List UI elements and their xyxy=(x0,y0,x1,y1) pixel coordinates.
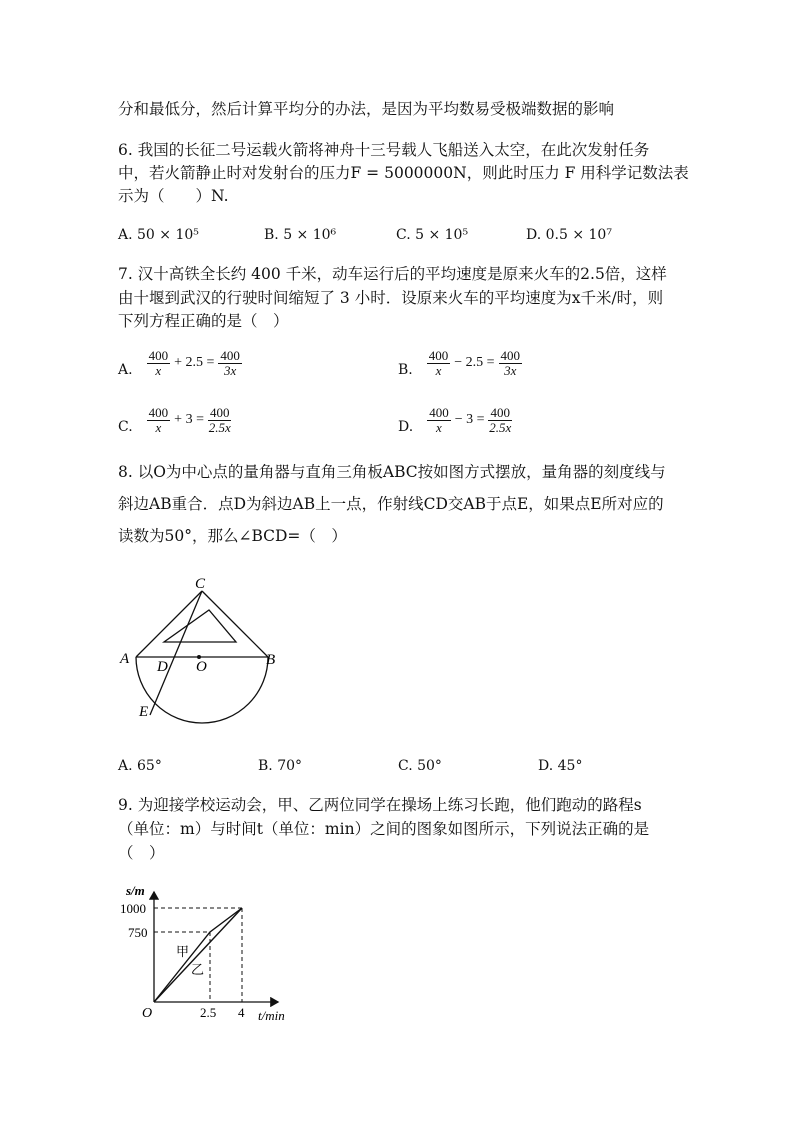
x-axis-label: t/min xyxy=(258,1008,285,1023)
origin-label: O xyxy=(142,1006,153,1021)
text-line-continuation: 分和最低分，然后计算平均分的办法，是因为平均数易受极端数据的影响 xyxy=(118,100,615,118)
q7-option-a: A. $\frac{400}{x}$ + 2.5 = $\frac{400}{3x}$ xyxy=(118,347,240,378)
q8-option-d: D. 45° xyxy=(538,758,583,774)
q6-option-a: A. 50 × 10⁵ xyxy=(118,227,199,243)
label-d: D xyxy=(157,659,168,675)
tick-2-5: 2.5 xyxy=(200,1005,217,1020)
question-7-line-1: 7. 汉十高铁全长约 400 千米，动车运行后的平均速度是原来火车的2.5倍，这样 xyxy=(118,265,667,283)
tick-4: 4 xyxy=(238,1005,245,1020)
label-b: B xyxy=(266,652,276,668)
question-8-line-3: 读数为50°，那么∠BCD=（ ） xyxy=(118,527,347,545)
label-e: E xyxy=(139,704,149,720)
question-7-line-2: 由十堰到武汉的行驶时间缩短了 3 小时．设原来火车的平均速度为x千米/时，则 xyxy=(118,289,664,307)
question-9-line-3: （ ） xyxy=(118,844,165,862)
q6-option-b: B. 5 × 10⁶ xyxy=(264,227,337,243)
question-9-line-1: 9. 为迎接学校运动会，甲、乙两位同学在操场上练习长跑，他们跑动的路程s xyxy=(118,796,642,814)
y-axis-label: s/m xyxy=(126,883,145,898)
tick-1000: 1000 xyxy=(120,901,146,916)
q7-option-b: B. $\frac{400}{x}$ − 2.5 = $\frac{400}{3x}$ xyxy=(398,347,521,378)
question-9-line-2: （单位：m）与时间t（单位：min）之间的图象如图所示，下列说法正确的是 xyxy=(118,820,650,838)
q6-option-c: C. 5 × 10⁵ xyxy=(396,227,469,243)
q6-option-d: D. 0.5 × 10⁷ xyxy=(526,227,612,243)
question-6-line-1: 6. 我国的长征二号运载火箭将神舟十三号载人飞船送入太空，在此次发射任务 xyxy=(118,141,650,159)
question-6-line-2: 中，若火箭静止时对发射台的压力F = 5000000N，则此时压力 F 用科学记数法表 xyxy=(118,164,689,182)
question-8-line-2: 斜边AB重合．点D为斜边AB上一点，作射线CD交AB于点E，如果点E所对应的 xyxy=(118,495,664,513)
q8-option-a: A. 65° xyxy=(118,758,162,774)
series-label-jia: 甲 xyxy=(176,944,190,959)
question-7-line-3: 下列方程正确的是（ ） xyxy=(118,312,289,330)
series-label-yi: 乙 xyxy=(191,962,205,977)
label-o: O xyxy=(196,659,207,675)
q8-option-b: B. 70° xyxy=(258,758,303,774)
label-c: C xyxy=(195,576,206,592)
q7-option-c: C. $\frac{400}{x}$ + 3 = $\frac{400}{2.5x}$ xyxy=(118,404,231,435)
question-8-line-1: 8. 以O为中心点的量角器与直角三角板ABC按如图方式摆放，量角器的刻度线与 xyxy=(118,463,666,481)
question-6-line-3: 示为（ ）N. xyxy=(118,187,229,205)
label-a: A xyxy=(120,651,130,667)
q8-option-c: C. 50° xyxy=(398,758,442,774)
tick-750: 750 xyxy=(128,925,148,940)
series-yi xyxy=(154,908,242,1002)
q7-option-d: D. $\frac{400}{x}$ − 3 = $\frac{400}{2.5x}$ xyxy=(398,404,512,435)
